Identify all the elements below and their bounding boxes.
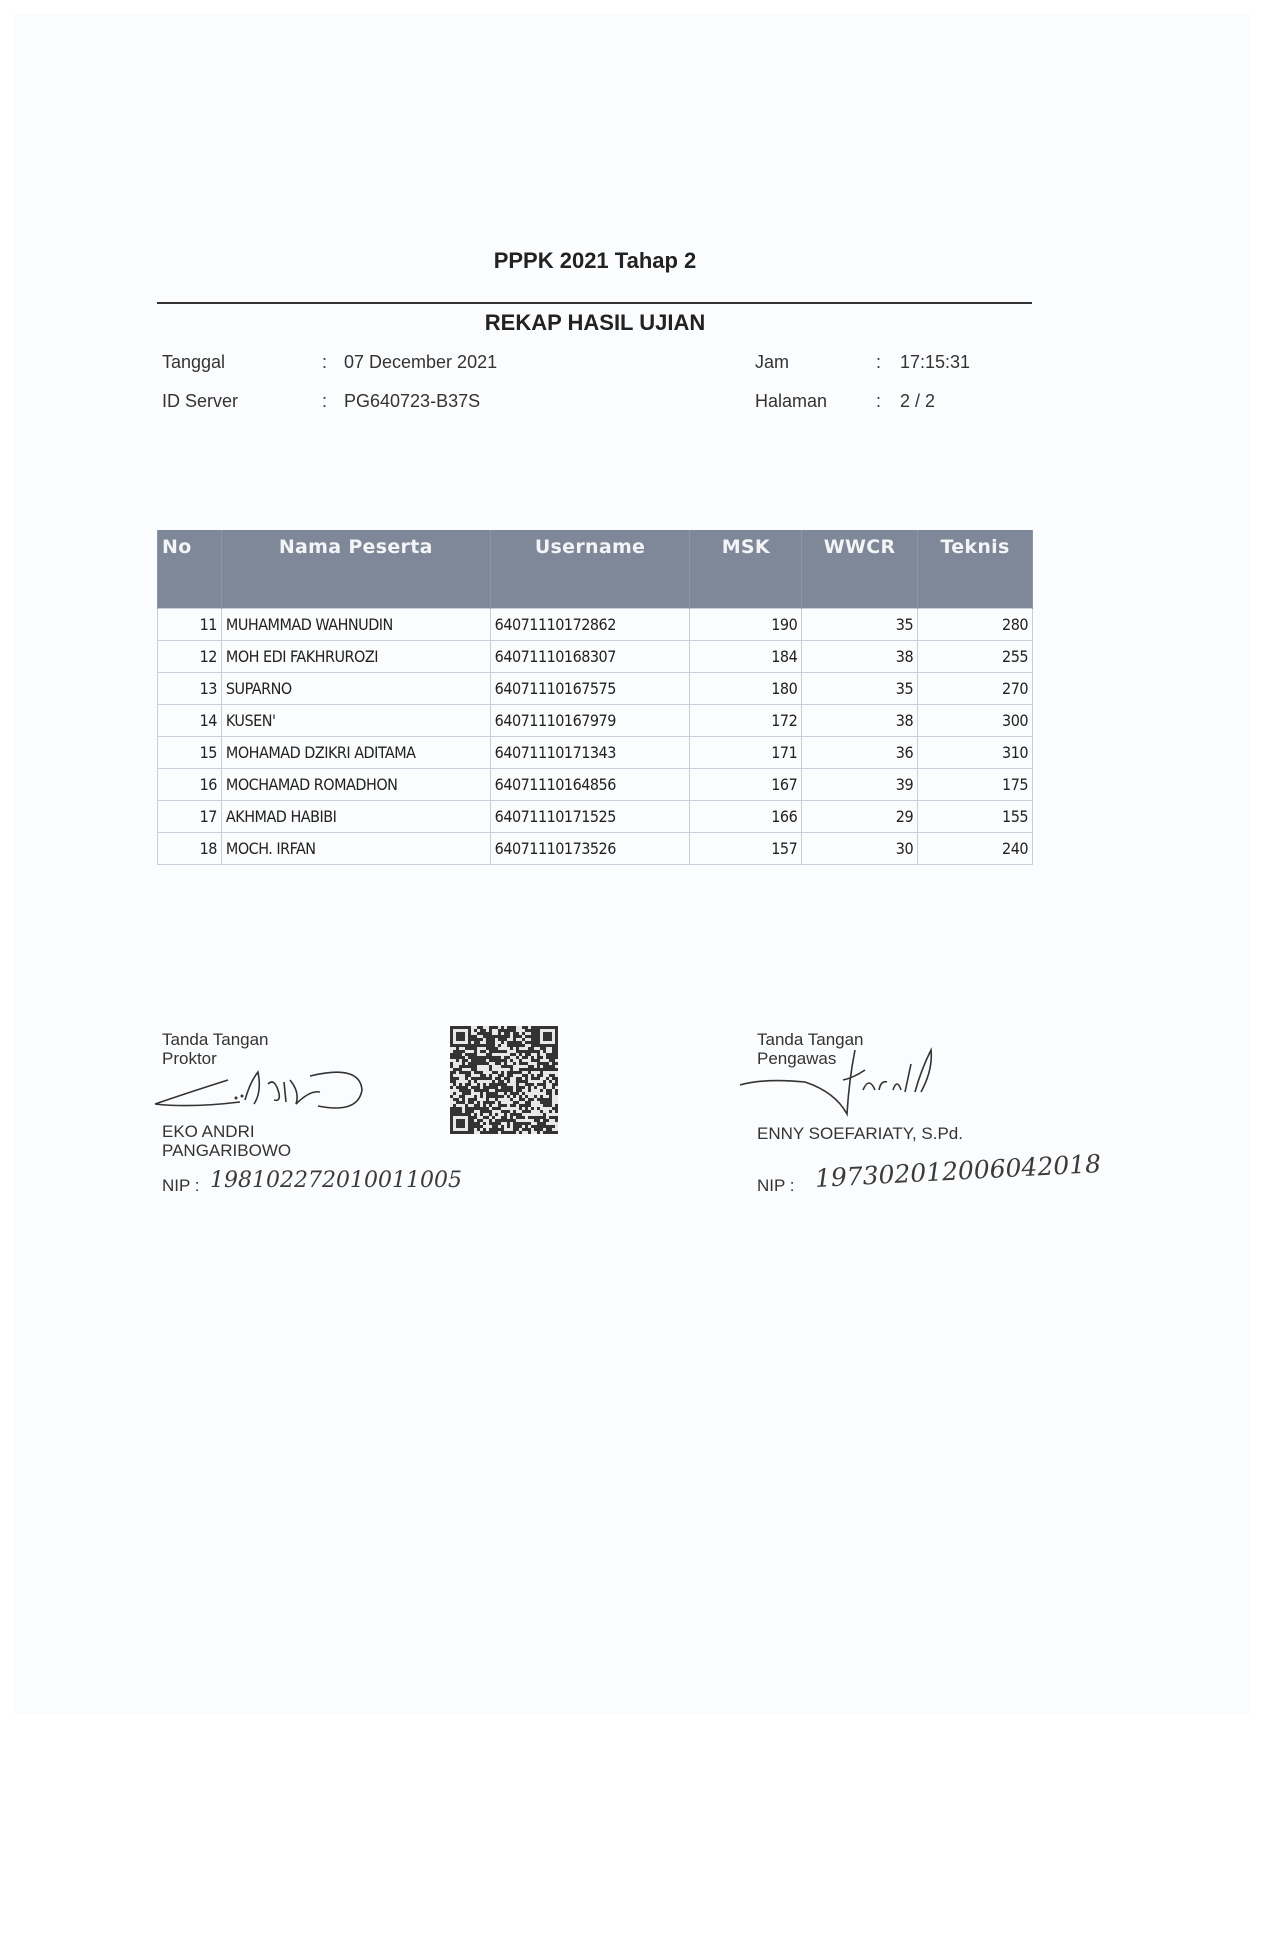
cell-msk: 190: [690, 609, 802, 641]
cell-teknis: 175: [918, 769, 1033, 801]
column-header-nama-peserta: Nama Peserta: [221, 530, 490, 609]
cell-teknis: 310: [918, 737, 1033, 769]
cell-no: 15: [158, 737, 222, 769]
column-header-username: Username: [490, 530, 690, 609]
table-row: [158, 609, 1033, 641]
qr-code: [450, 1026, 558, 1134]
cell-msk: 167: [690, 769, 802, 801]
column-header-no: No: [158, 530, 222, 609]
pengawas-nip-label: NIP :: [757, 1176, 795, 1195]
cell-no: 16: [158, 769, 222, 801]
cell-wwcr: 30: [802, 833, 918, 865]
cell-msk: 157: [690, 833, 802, 865]
cell-msk: 171: [690, 737, 802, 769]
pengawas-label-line1: Tanda Tangan: [757, 1030, 864, 1049]
id-server-label: ID Server: [162, 391, 239, 411]
table-row: [158, 673, 1033, 705]
proktor-nip-label: NIP :: [162, 1176, 200, 1195]
cell-msk: 184: [690, 641, 802, 673]
tanggal-separator: :: [322, 352, 328, 372]
cell-username: 64071110171343: [490, 737, 690, 769]
jam-separator: :: [876, 352, 882, 372]
document-title: PPPK 2021 Tahap 2: [493, 248, 697, 273]
cell-no: 18: [158, 833, 222, 865]
cell-msk: 166: [690, 801, 802, 833]
cell-no: 11: [158, 609, 222, 641]
cell-nama: MUHAMMAD WAHNUDIN: [221, 609, 490, 641]
proktor-name-line1: EKO ANDRI: [162, 1122, 255, 1141]
halaman-separator: :: [876, 391, 882, 411]
proktor-nip-value: 198102272010011005: [210, 1168, 462, 1193]
tanggal-value: 07 December 2021: [344, 352, 498, 372]
cell-teknis: 270: [918, 673, 1033, 705]
id-server-value: PG640723-B37S: [344, 391, 481, 411]
id-server-separator: :: [322, 391, 328, 411]
jam-value: 17:15:31: [900, 352, 971, 372]
cell-no: 14: [158, 705, 222, 737]
document-subtitle: REKAP HASIL UJIAN: [484, 310, 706, 335]
cell-nama: SUPARNO: [221, 673, 490, 705]
cell-username: 64071110168307: [490, 641, 690, 673]
cell-username: 64071110167979: [490, 705, 690, 737]
column-header-msk: MSK: [690, 530, 802, 609]
cell-nama: MOCHAMAD ROMADHON: [221, 769, 490, 801]
table-row: [158, 833, 1033, 865]
cell-no: 17: [158, 801, 222, 833]
tanggal-label: Tanggal: [162, 352, 226, 372]
cell-nama: MOH EDI FAKHRUROZI: [221, 641, 490, 673]
cell-username: 64071110173526: [490, 833, 690, 865]
cell-teknis: 300: [918, 705, 1033, 737]
cell-msk: 172: [690, 705, 802, 737]
cell-wwcr: 29: [802, 801, 918, 833]
cell-msk: 180: [690, 673, 802, 705]
proktor-signature: [150, 1062, 370, 1118]
table-row: [158, 705, 1033, 737]
cell-teknis: 155: [918, 801, 1033, 833]
proktor-label-line2: Proktor: [162, 1049, 217, 1068]
pengawas-label-line2: Pengawas: [757, 1049, 837, 1068]
table-row: [158, 641, 1033, 673]
cell-username: 64071110164856: [490, 769, 690, 801]
cell-teknis: 280: [918, 609, 1033, 641]
table-row: [158, 801, 1033, 833]
cell-wwcr: 38: [802, 705, 918, 737]
table-row: [158, 769, 1033, 801]
column-header-wwcr: WWCR: [802, 530, 918, 609]
proktor-label-line1: Tanda Tangan: [162, 1030, 269, 1049]
table-row: [158, 737, 1033, 769]
cell-wwcr: 39: [802, 769, 918, 801]
cell-nama: AKHMAD HABIBI: [221, 801, 490, 833]
cell-wwcr: 36: [802, 737, 918, 769]
table-header-row: [158, 530, 1033, 609]
cell-wwcr: 38: [802, 641, 918, 673]
proktor-name-line2: PANGARIBOWO: [162, 1141, 292, 1160]
cell-teknis: 240: [918, 833, 1033, 865]
cell-wwcr: 35: [802, 673, 918, 705]
cell-username: 64071110167575: [490, 673, 690, 705]
pengawas-nip-value: 197302012006042018: [814, 1149, 1102, 1193]
cell-no: 13: [158, 673, 222, 705]
cell-nama: KUSEN': [221, 705, 490, 737]
jam-label: Jam: [755, 352, 790, 372]
cell-nama: MOHAMAD DZIKRI ADITAMA: [221, 737, 490, 769]
column-header-teknis: Teknis: [918, 530, 1033, 609]
proktor-name: [162, 1122, 291, 1160]
results-table: [157, 530, 1033, 865]
cell-username: 64071110172862: [490, 609, 690, 641]
cell-nama: MOCH. IRFAN: [221, 833, 490, 865]
cell-wwcr: 35: [802, 609, 918, 641]
halaman-value: 2 / 2: [900, 391, 936, 411]
title-divider: [157, 302, 1032, 304]
pengawas-name: ENNY SOEFARIATY, S.Pd.: [757, 1124, 963, 1143]
cell-no: 12: [158, 641, 222, 673]
pengawas-signature: [735, 1040, 965, 1120]
cell-teknis: 255: [918, 641, 1033, 673]
cell-username: 64071110171525: [490, 801, 690, 833]
halaman-label: Halaman: [755, 391, 828, 411]
